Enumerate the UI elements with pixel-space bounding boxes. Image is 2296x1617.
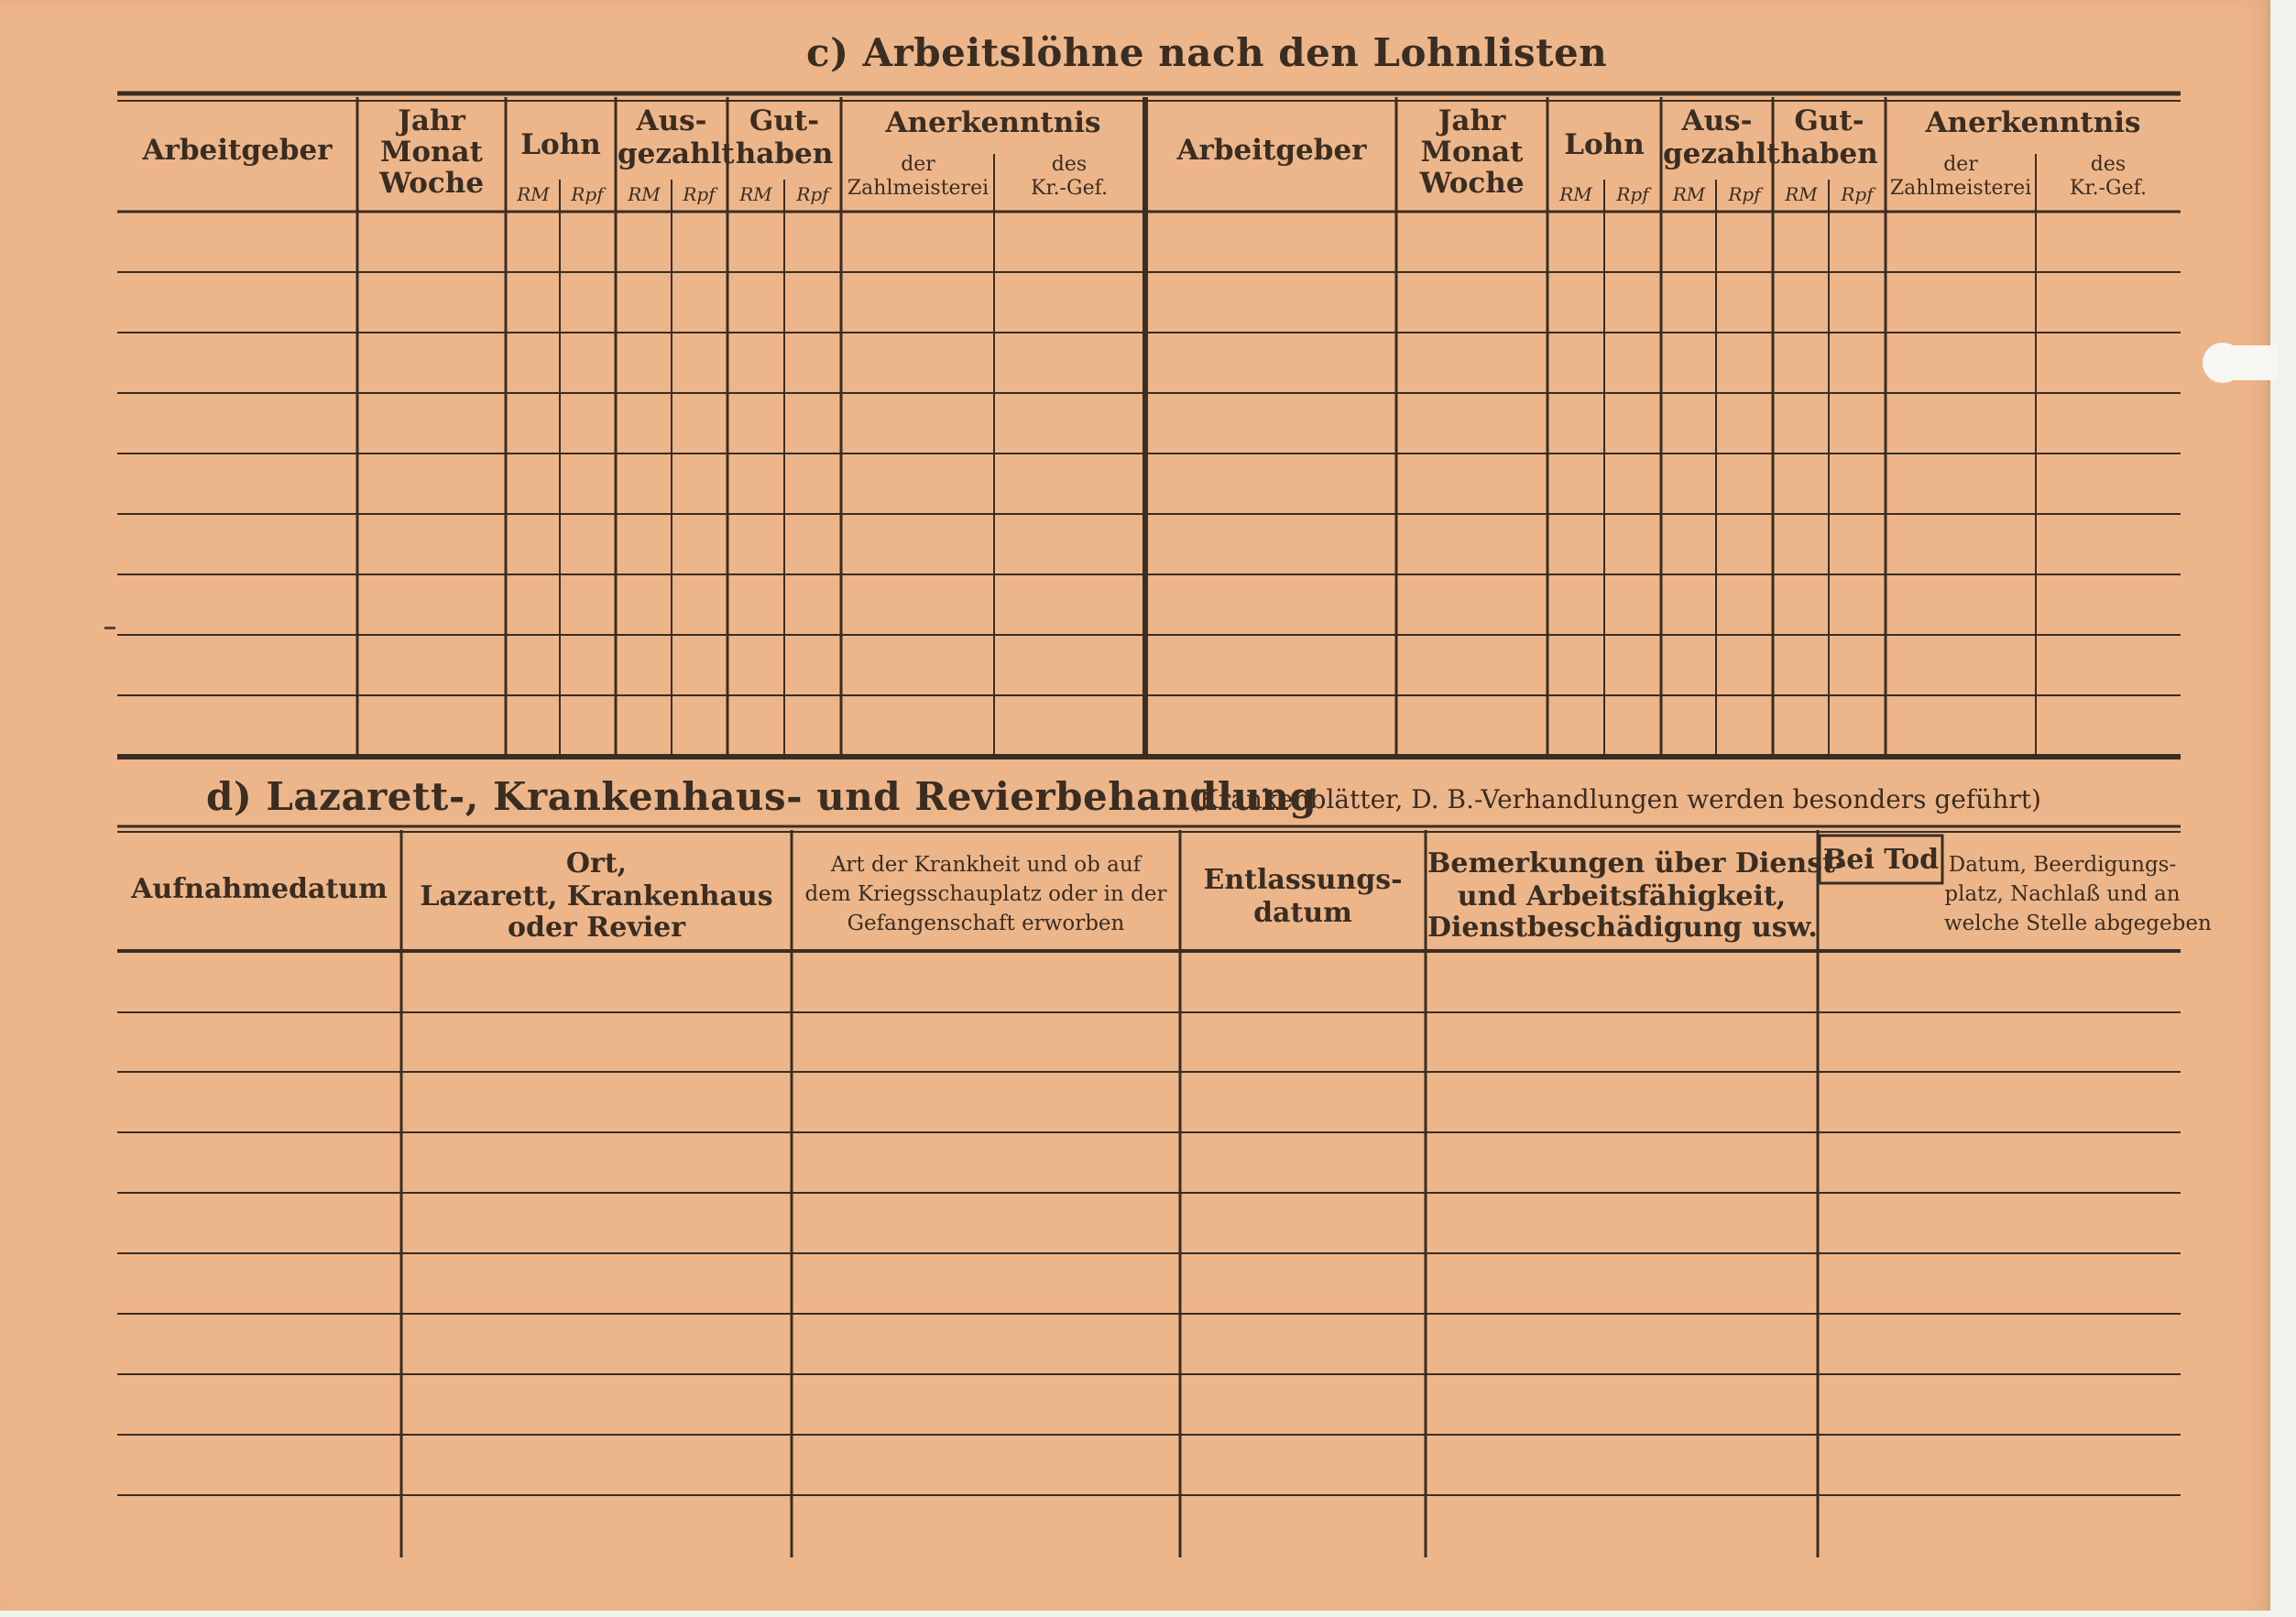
unit-rm: RM [739,183,772,205]
header-arbeitgeber: Arbeitgeber [1176,134,1367,167]
header-lohn: Lohn [1564,128,1645,161]
header-aus: Aus- [636,104,707,137]
unit-rpf: Rpf [1841,183,1874,205]
header-art-2: dem Kriegsschauplatz oder in der [804,882,1167,906]
unit-rm: RM [1559,183,1592,205]
header-gezahlt: gezahlt [1663,137,1780,170]
header-krgef: Kr.-Gef. [2070,177,2147,200]
header-bemerkungen-1: Bemerkungen über Dienst- [1427,847,1847,880]
header-anerkenntnis: Anerkenntnis [885,106,1101,139]
unit-rpf: Rpf [1728,183,1761,205]
header-des: des [2090,153,2127,176]
header-aus: Aus- [1681,104,1753,137]
header-art-3: Gefangenschaft erworben [847,912,1125,935]
header-haben: haben [735,137,834,170]
header-ort-1: Ort, [565,847,628,880]
header-anerkenntnis: Anerkenntnis [1925,106,2141,139]
header-des: des [1051,153,1088,176]
header-entlassungs: Entlassungs- [1203,864,1403,896]
header-datum: datum [1253,897,1352,929]
header-monat: Monat [1420,136,1524,169]
header-ort-3: oder Revier [507,912,686,944]
header-bemerkungen-2: und Arbeitsfähigkeit, [1457,880,1787,912]
header-woche: Woche [378,167,485,200]
header-haben: haben [1780,137,1878,170]
section-c-title: c) Arbeitslöhne nach den Lohnlisten [806,30,1608,75]
header-datum-beerdigung-3: welche Stelle abgegeben [1944,912,2212,935]
section-d-title: d) Lazarett-, Krankenhaus- und Revierbehandlung [206,774,1317,819]
unit-rm: RM [628,183,661,205]
unit-rpf: Rpf [683,183,716,205]
header-arbeitgeber: Arbeitgeber [142,134,333,167]
section-d-note: (Krankenblätter, D. B.-Verhandlungen werden besonders geführt) [1189,784,2041,814]
header-zahlmeisterei: Zahlmeisterei [1889,177,2032,200]
unit-rpf: Rpf [571,183,604,205]
header-datum-beerdigung-1: Datum, Beerdigungs- [1948,853,2177,877]
header-ort-2: Lazarett, Krankenhaus [420,880,773,912]
header-jahr: Jahr [398,104,465,137]
header-lohn: Lohn [520,128,601,161]
unit-rm: RM [517,183,550,205]
header-zahlmeisterei: Zahlmeisterei [847,177,989,200]
unit-rm: RM [1785,183,1818,205]
header-der: der [1943,153,1978,176]
header-datum-beerdigung-2: platz, Nachlaß und an [1944,882,2181,906]
header-art-1: Art der Krankheit und ob auf [830,853,1142,877]
header-gezahlt: gezahlt [618,137,735,170]
header-krgef: Kr.-Gef. [1031,177,1108,200]
header-der: der [901,153,935,176]
unit-rpf: Rpf [796,183,829,205]
header-aufnahmedatum: Aufnahmedatum [131,873,388,905]
header-jahr: Jahr [1438,104,1506,137]
header-gut: Gut- [749,104,820,137]
header-monat: Monat [380,136,483,169]
unit-rm: RM [1672,183,1706,205]
header-bei-tod: Bei Tod [1822,844,1940,876]
header-woche: Woche [1419,167,1525,200]
header-gut: Gut- [1794,104,1864,137]
unit-rpf: Rpf [1616,183,1649,205]
header-bemerkungen-3: Dienstbeschädigung usw. [1427,912,1818,944]
